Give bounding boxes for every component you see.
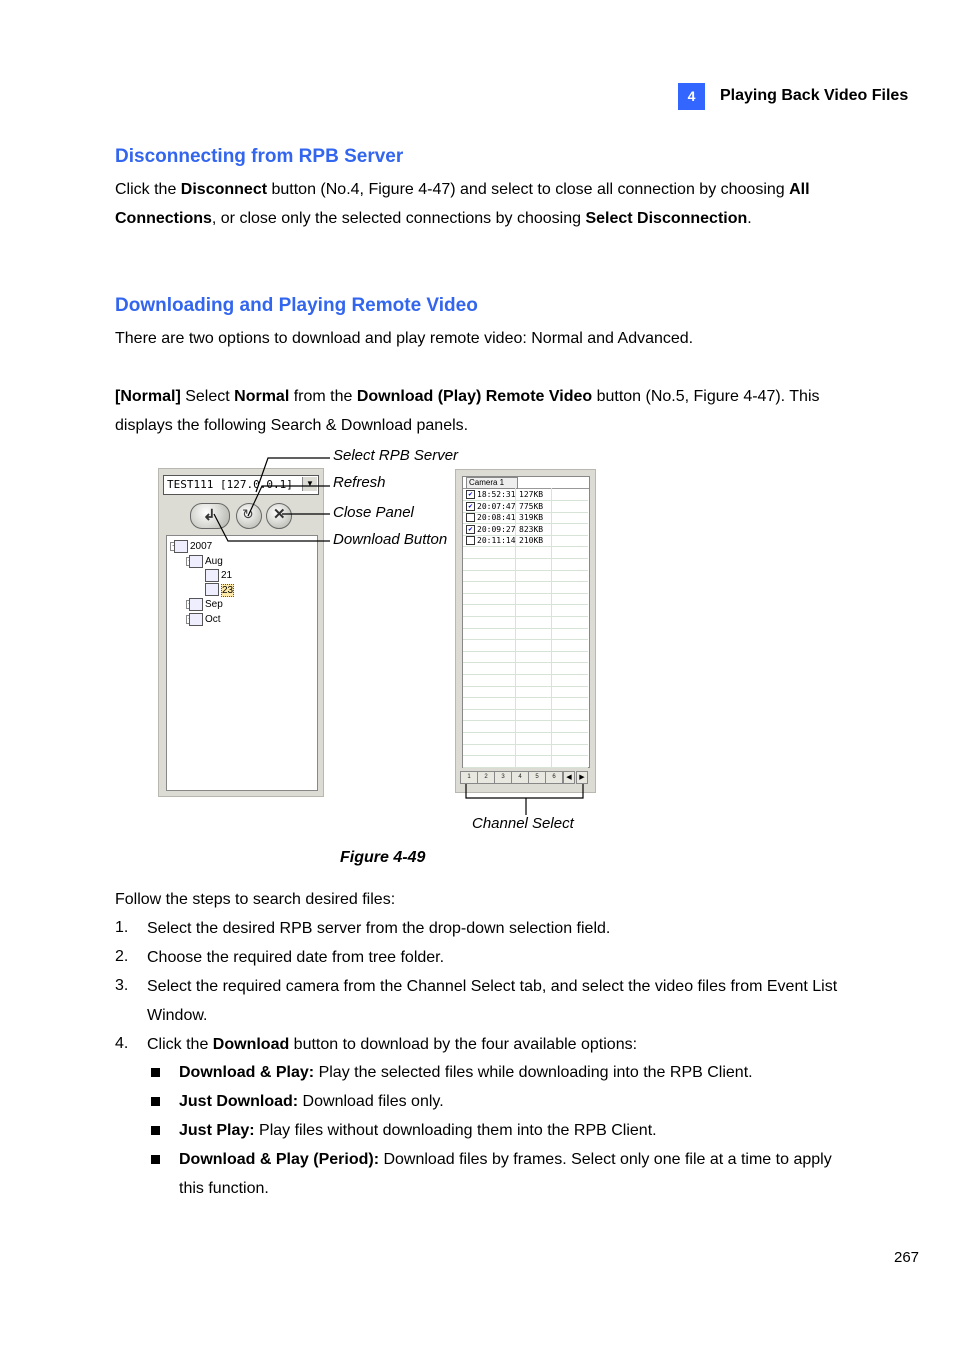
callout-select-server: Select RPB Server	[333, 447, 459, 464]
close-icon: ✕	[273, 506, 286, 523]
paragraph-normal: [Normal] Select Normal from the Download (Play) Remote Video button (No.5, Figure 4-47). This displays the following Search & Download panels.	[115, 388, 820, 434]
chevron-down-icon[interactable]: ▼	[302, 477, 317, 491]
steps-intro: Follow the steps to search desired files:	[115, 891, 396, 908]
step-text: Choose the required date from tree folder.	[147, 949, 445, 966]
chapter-number-badge: 4	[678, 83, 705, 110]
bullet-icon	[151, 1068, 160, 1077]
server-dropdown-value: TEST111 [127.0.0.1]	[167, 478, 293, 491]
tree-node-label[interactable]: Sep	[205, 599, 223, 610]
bullet-icon	[151, 1097, 160, 1106]
step-text: Select the desired RPB server from the drop-down selection field.	[147, 920, 611, 937]
event-size: 775KB	[519, 501, 544, 511]
step-text: Click the Download button to download by the four available options:	[147, 1036, 638, 1053]
event-time: 20:08:41	[477, 513, 516, 523]
scroll-left-icon[interactable]: ◀	[563, 771, 575, 784]
download-option: Download & Play: Play the selected files while downloading into the RPB Client.	[179, 1064, 753, 1081]
download-arrow-icon: ↲	[203, 507, 216, 524]
file-checkbox[interactable]: ✔	[466, 525, 475, 534]
event-time: 20:07:47	[477, 501, 516, 511]
event-size: 127KB	[519, 490, 544, 499]
chapter-title: Playing Back Video Files	[720, 87, 909, 104]
tree-node-label[interactable]: 23	[222, 585, 234, 596]
bullet-icon	[151, 1155, 160, 1164]
download-option: Just Play: Play files without downloading them into the RPB Client.	[179, 1122, 657, 1139]
download-option: Just Download: Download files only.	[179, 1093, 444, 1110]
tree-node-label[interactable]: Aug	[205, 556, 223, 567]
page-number: 267	[894, 1249, 920, 1266]
event-size: 319KB	[519, 513, 544, 523]
event-time: 18:52:31	[477, 490, 516, 499]
step-number: 2.	[115, 948, 129, 965]
step-number: 3.	[115, 977, 129, 994]
section-heading-disconnect: Disconnecting from RPB Server	[115, 146, 404, 167]
callout-close-panel: Close Panel	[333, 504, 414, 521]
figure-caption: Figure 4-49	[340, 849, 426, 866]
step-number: 4.	[115, 1035, 129, 1052]
tree-node-label[interactable]: 2007	[190, 541, 213, 552]
callout-download-button: Download Button	[333, 531, 448, 548]
channel-tab-3[interactable]: 3	[494, 771, 512, 784]
channel-tab-6[interactable]: 6	[545, 771, 563, 784]
channel-tab-2[interactable]: 2	[477, 771, 495, 784]
event-size: 210KB	[519, 536, 544, 546]
callout-refresh: Refresh	[333, 474, 386, 491]
channel-tab-5[interactable]: 5	[528, 771, 546, 784]
step-text: Select the required camera from the Channel Select tab, and select the video files from Event List Window.	[147, 978, 838, 1024]
event-size: 823KB	[519, 524, 544, 534]
download-option: Download & Play (Period): Download files by frames. Select only one file at a time to apply this function.	[179, 1151, 832, 1197]
camera-tab[interactable]: Camera 1	[466, 477, 518, 489]
paragraph-intro: There are two options to download and play remote video: Normal and Advanced.	[115, 330, 694, 347]
tree-node-label[interactable]: Oct	[205, 614, 221, 625]
refresh-icon: ↻	[242, 506, 254, 522]
channel-tab-4[interactable]: 4	[511, 771, 529, 784]
file-checkbox[interactable]: ✔	[466, 490, 475, 499]
event-time: 20:11:14	[477, 536, 516, 546]
paragraph-disconnect: Click the Disconnect button (No.4, Figure 4-47) and select to close all connection by choosing All Connections, or close only the selected connections by choosing Select Disconnection.	[115, 181, 810, 227]
section-heading-download: Downloading and Playing Remote Video	[115, 295, 478, 316]
channel-tab-1[interactable]: 1	[460, 771, 478, 784]
tree-node-label[interactable]: 21	[221, 570, 233, 581]
step-number: 1.	[115, 919, 129, 936]
callout-channel-select: Channel Select	[472, 815, 574, 832]
bullet-icon	[151, 1126, 160, 1135]
event-time: 20:09:27	[477, 524, 516, 534]
file-checkbox[interactable]: ✔	[466, 502, 475, 511]
scroll-right-icon[interactable]: ▶	[576, 771, 588, 784]
